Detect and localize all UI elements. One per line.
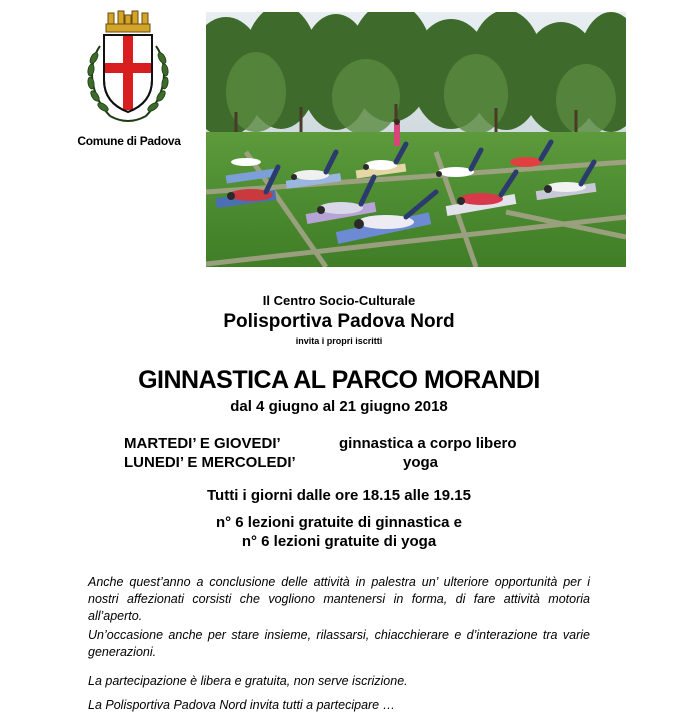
body-paragraph-2: Un’occasione anche per stare insieme, rilassarsi, chiacchierare e d’interazione tra varie generazioni. (88, 628, 590, 659)
crown-icon (106, 11, 150, 32)
logo-label: Comune di Padova (77, 134, 181, 148)
shield-icon (104, 35, 152, 112)
schedule-days-1: MARTEDI’ E GIOVEDI’ (124, 435, 281, 452)
schedule-days-2: LUNEDI’ E MERCOLEDI’ (124, 454, 296, 471)
body-paragraph-3: La partecipazione è libera e gratuita, non serve iscrizione. (88, 674, 408, 688)
padova-coat-of-arms-icon (80, 8, 176, 130)
body-paragraph-4: La Polisportiva Padova Nord invita tutti a partecipare … (88, 698, 396, 712)
host-line: Il Centro Socio-Culturale (262, 293, 416, 308)
body-paragraph-1: Anche quest’anno a conclusione delle attività in palestra un’ ulteriore opportunità per i nostri affezionati corsisti che vogliono mantenersi in forma, di fare attività motoria all’aperto. (88, 575, 590, 623)
event-title: GINNASTICA AL PARCO MORANDI (138, 366, 540, 394)
time-line: Tutti i giorni dalle ore 18.15 alle 19.15 (207, 487, 471, 504)
lessons-line-1: n° 6 lezioni gratuite di ginnastica e (215, 514, 463, 531)
event-dates: dal 4 giugno al 21 giugno 2018 (230, 398, 448, 415)
park-gymnastics-photo (206, 12, 626, 267)
organization-name: Polisportiva Padova Nord (223, 311, 455, 332)
lessons-line-2: n° 6 lezioni gratuite di yoga (241, 533, 437, 550)
schedule-activity-2: yoga (403, 454, 439, 471)
schedule-activity-1: ginnastica a corpo libero (339, 435, 517, 452)
invite-line: invita i propri iscritti (295, 336, 383, 346)
